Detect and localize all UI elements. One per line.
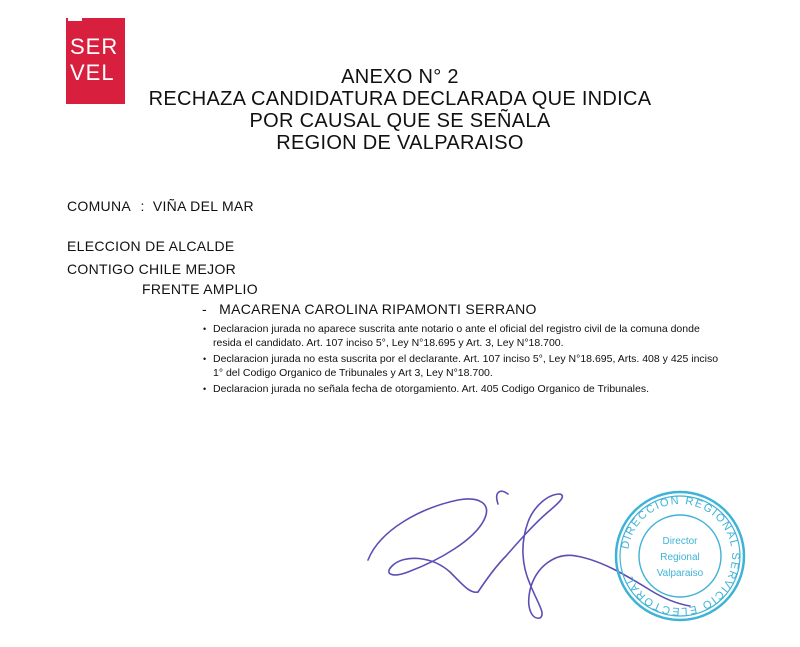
comuna-label: COMUNA xyxy=(67,198,131,214)
stamp-ring-textpath: DIRECCION REGIONAL SERVICIO ELECTORAL xyxy=(619,494,742,618)
stamp-center-line-3: Valparaiso xyxy=(656,568,704,579)
logo-line-1: SER xyxy=(70,34,119,59)
header-line-1: ANEXO N° 2 xyxy=(341,66,459,88)
candidate-dash: - xyxy=(202,301,207,317)
header-line-2: RECHAZA CANDIDATURA DECLARADA QUE INDICA xyxy=(148,88,652,110)
logo-line-2: VEL xyxy=(70,60,115,85)
eleccion-type: ELECCION DE ALCALDE xyxy=(67,238,235,254)
cause-text: Declaracion jurada no aparece suscrita ante notario o ante el oficial del registro civil de la comuna donde resida el candidato. Art. 107 inciso 5°, Ley N°18.695 y Art. 3, Ley N°18.700. xyxy=(213,323,700,349)
cause-text: Declaracion jurada no señala fecha de otorgamiento. Art. 405 Codigo Organico de Tribunales. xyxy=(213,383,650,395)
candidate-name: MACARENA CAROLINA RIPAMONTI SERRANO xyxy=(219,301,537,317)
pacto-name: CONTIGO CHILE MEJOR xyxy=(67,261,237,277)
bullet-icon: • xyxy=(203,354,207,364)
cause-text: Declaracion jurada no esta suscrita por el declarante. Art. 107 inciso 5°, Ley N°18.695, Arts. 408 y 425 inciso 1° del Codigo Organico de Tribunales y Art 3, Ley N°18.700. xyxy=(213,353,719,379)
header-line-4: REGION DE VALPARAISO xyxy=(276,132,524,154)
comuna-separator: : xyxy=(140,198,145,214)
header-line-3: POR CAUSAL QUE SE SEÑALA xyxy=(249,110,551,132)
official-stamp xyxy=(612,488,748,624)
stamp-center-line-2: Regional xyxy=(660,552,700,563)
stamp-center-line-1: Director xyxy=(662,536,698,547)
comuna-value: VIÑA DEL MAR xyxy=(152,198,254,214)
bullet-icon: • xyxy=(203,324,207,334)
bullet-icon: • xyxy=(203,384,207,394)
partido-name: FRENTE AMPLIO xyxy=(142,281,258,297)
